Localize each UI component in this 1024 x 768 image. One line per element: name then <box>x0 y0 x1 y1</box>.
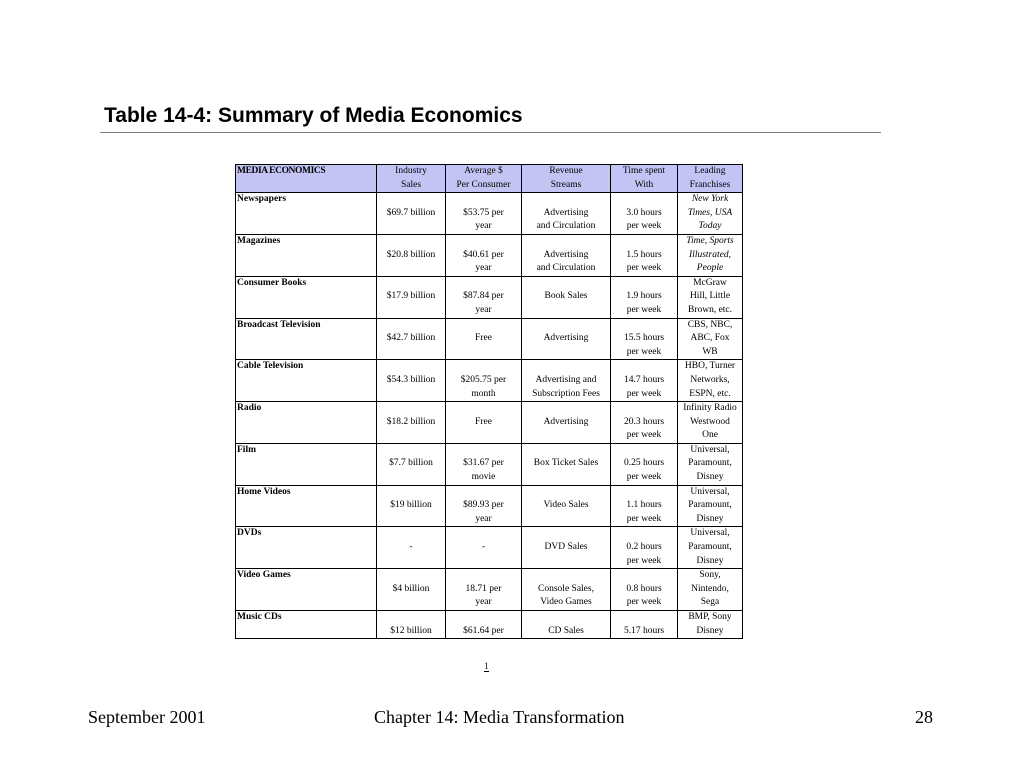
table-row <box>236 318 743 360</box>
cell-leading-franchises: CBS, NBC, ABC, Fox WB <box>678 318 743 360</box>
cell-average-per-consumer: $205.75 per month <box>446 360 522 402</box>
cell-average-per-consumer: $61.64 per <box>446 611 522 639</box>
table-row <box>236 443 743 485</box>
cell-leading-franchises: Universal, Paramount, Disney <box>678 443 743 485</box>
cell-revenue-streams: Console Sales, Video Games <box>522 569 611 611</box>
title-divider <box>100 132 881 133</box>
table-row <box>236 485 743 527</box>
cell-industry-sales: $18.2 billion <box>377 402 446 444</box>
cell-revenue-streams: CD Sales <box>522 611 611 639</box>
cell-leading-franchises: Sony, Nintendo, Sega <box>678 569 743 611</box>
cell-leading-franchises: Time, Sports Illustrated, People <box>678 234 743 276</box>
cell-leading-franchises: BMP, Sony Disney <box>678 611 743 639</box>
cell-time-spent: 15.5 hours per week <box>611 318 678 360</box>
cell-leading-franchises: Infinity Radio Westwood One <box>678 402 743 444</box>
cell-leading-franchises: McGraw Hill, Little Brown, etc. <box>678 276 743 318</box>
cell-industry-sales: - <box>377 527 446 569</box>
cell-industry-sales: $17.9 billion <box>377 276 446 318</box>
cell-average-per-consumer: 18.71 per year <box>446 569 522 611</box>
footer-page-number: 28 <box>915 707 933 727</box>
cell-average-per-consumer: - <box>446 527 522 569</box>
row-label-media: Music CDs <box>236 611 377 639</box>
cell-average-per-consumer: $40.61 per year <box>446 234 522 276</box>
table-row <box>236 193 743 235</box>
cell-average-per-consumer: $31.67 per movie <box>446 443 522 485</box>
cell-revenue-streams: Advertising and Circulation <box>522 193 611 235</box>
cell-time-spent: 14.7 hours per week <box>611 360 678 402</box>
cell-revenue-streams: Book Sales <box>522 276 611 318</box>
header-time-spent: Time spent With <box>611 165 678 193</box>
row-label-media: Radio <box>236 402 377 444</box>
header-media-economics: MEDIA ECONOMICS <box>236 165 377 193</box>
cell-industry-sales: $4 billion <box>377 569 446 611</box>
cell-industry-sales: $7.7 billion <box>377 443 446 485</box>
cell-industry-sales: $20.8 billion <box>377 234 446 276</box>
table-row <box>236 569 743 611</box>
header-leading-franchises: Leading Franchises <box>678 165 743 193</box>
cell-revenue-streams: Advertising and Circulation <box>522 234 611 276</box>
row-label-media: Broadcast Television <box>236 318 377 360</box>
slide-title: Table 14-4: Summary of Media Economics <box>104 104 523 127</box>
cell-industry-sales: $54.3 billion <box>377 360 446 402</box>
table-row <box>236 234 743 276</box>
cell-time-spent: 1.1 hours per week <box>611 485 678 527</box>
row-label-media: Video Games <box>236 569 377 611</box>
cell-time-spent: 0.25 hours per week <box>611 443 678 485</box>
header-average-per-consumer: Average $ Per Consumer <box>446 165 522 193</box>
cell-industry-sales: $19 billion <box>377 485 446 527</box>
media-economics-table <box>235 164 743 639</box>
table-row <box>236 402 743 444</box>
cell-revenue-streams: Advertising and Subscription Fees <box>522 360 611 402</box>
cell-industry-sales: $12 billion <box>377 611 446 639</box>
cell-revenue-streams: Advertising <box>522 318 611 360</box>
cell-average-per-consumer: $53.75 per year <box>446 193 522 235</box>
row-label-media: DVDs <box>236 527 377 569</box>
footnote-marker: 1 <box>484 661 489 671</box>
cell-industry-sales: $69.7 billion <box>377 193 446 235</box>
cell-revenue-streams: Box Ticket Sales <box>522 443 611 485</box>
cell-leading-franchises: New York Times, USA Today <box>678 193 743 235</box>
cell-time-spent: 0.8 hours per week <box>611 569 678 611</box>
row-label-media: Consumer Books <box>236 276 377 318</box>
table-row <box>236 611 743 639</box>
row-label-media: Cable Television <box>236 360 377 402</box>
cell-time-spent: 3.0 hours per week <box>611 193 678 235</box>
header-industry-sales: Industry Sales <box>377 165 446 193</box>
cell-revenue-streams: Advertising <box>522 402 611 444</box>
cell-average-per-consumer: Free <box>446 402 522 444</box>
table-row <box>236 360 743 402</box>
row-label-media: Newspapers <box>236 193 377 235</box>
cell-time-spent: 1.5 hours per week <box>611 234 678 276</box>
cell-leading-franchises: HBO, Turner Networks, ESPN, etc. <box>678 360 743 402</box>
cell-time-spent: 5.17 hours <box>611 611 678 639</box>
row-label-media: Film <box>236 443 377 485</box>
row-label-media: Magazines <box>236 234 377 276</box>
cell-revenue-streams: DVD Sales <box>522 527 611 569</box>
footer-chapter: Chapter 14: Media Transformation <box>374 707 625 727</box>
table-row <box>236 527 743 569</box>
cell-average-per-consumer: $87.84 per year <box>446 276 522 318</box>
cell-time-spent: 20.3 hours per week <box>611 402 678 444</box>
table-row <box>236 276 743 318</box>
cell-revenue-streams: Video Sales <box>522 485 611 527</box>
cell-leading-franchises: Universal, Paramount, Disney <box>678 527 743 569</box>
cell-average-per-consumer: Free <box>446 318 522 360</box>
footer-date: September 2001 <box>88 707 206 727</box>
cell-time-spent: 0.2 hours per week <box>611 527 678 569</box>
header-revenue-streams: Revenue Streams <box>522 165 611 193</box>
cell-leading-franchises: Universal, Paramount, Disney <box>678 485 743 527</box>
cell-industry-sales: $42.7 billion <box>377 318 446 360</box>
table-header-row <box>236 165 743 193</box>
cell-time-spent: 1.9 hours per week <box>611 276 678 318</box>
cell-average-per-consumer: $89.93 per year <box>446 485 522 527</box>
row-label-media: Home Videos <box>236 485 377 527</box>
